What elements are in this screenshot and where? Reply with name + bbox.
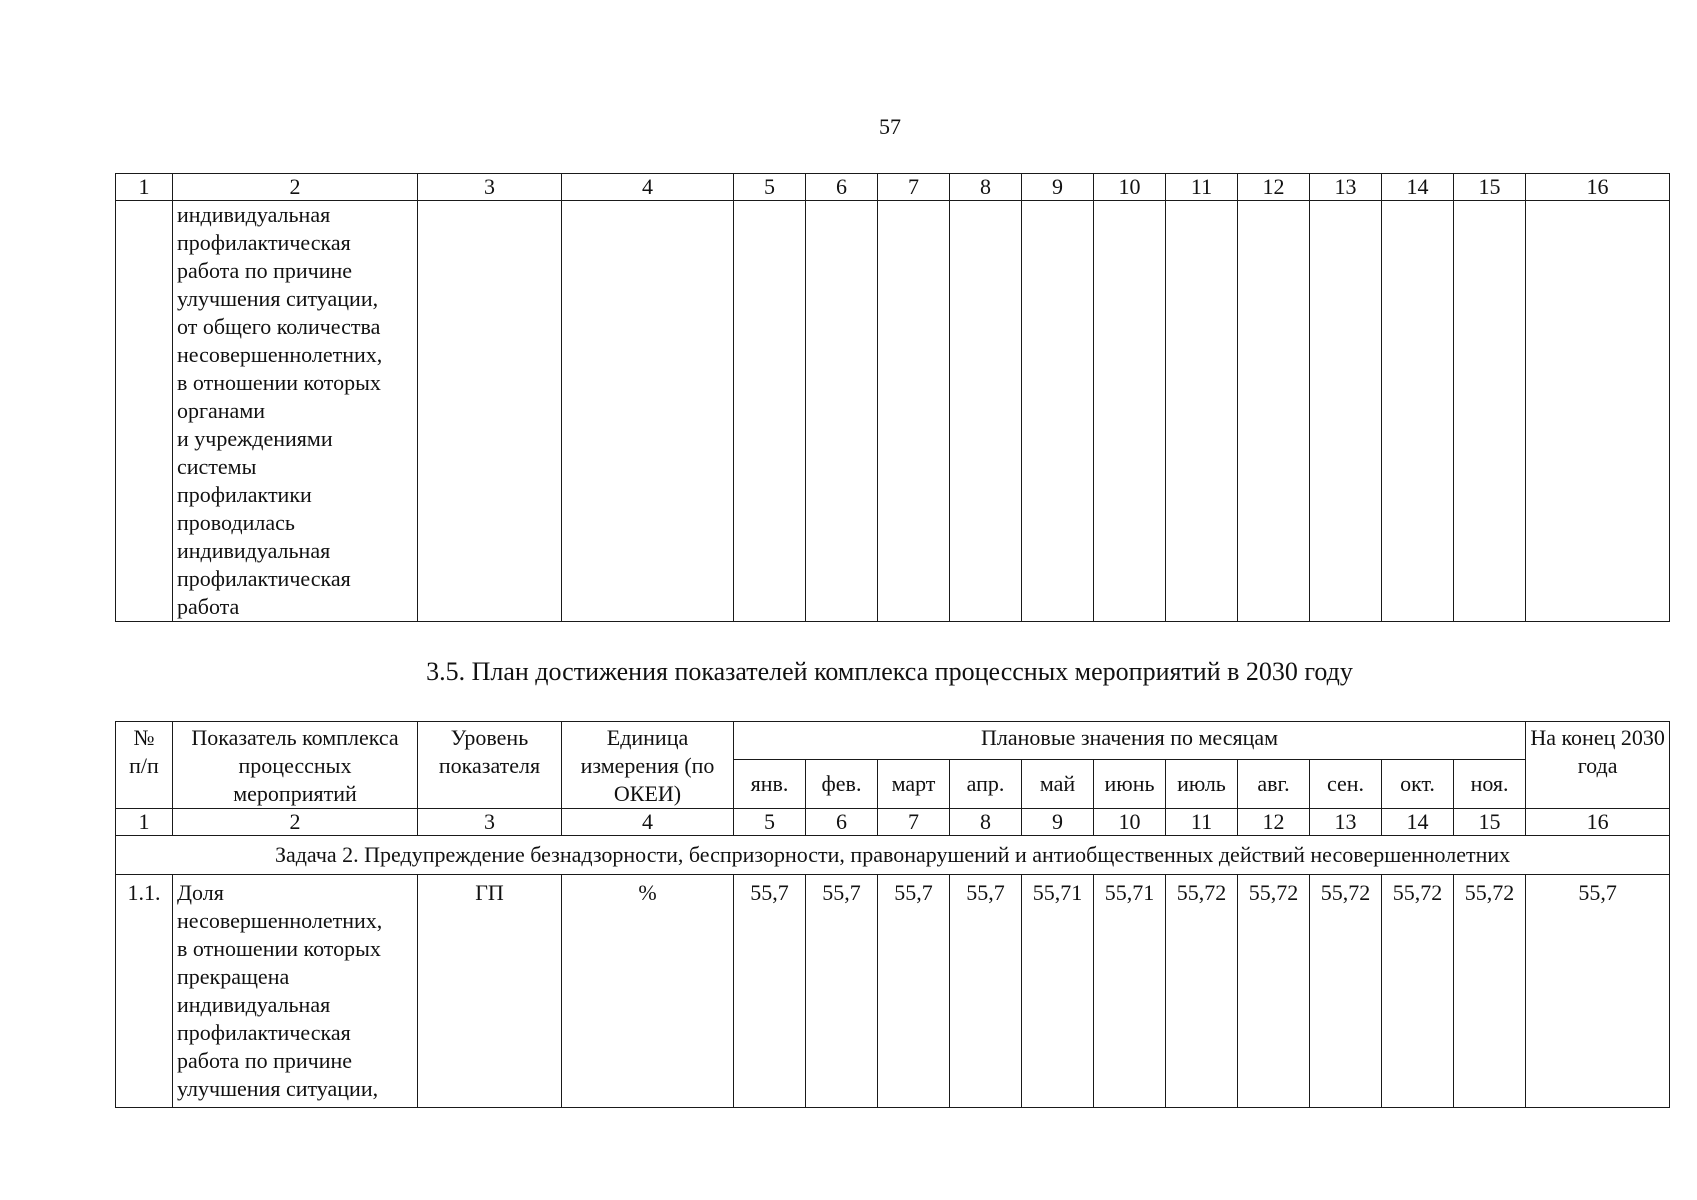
column-number: 1 (116, 174, 173, 201)
column-number: 6 (806, 174, 878, 201)
column-number: 9 (1022, 174, 1094, 201)
column-number: 4 (562, 809, 734, 836)
header-indicator: Показатель комплекса процессных мероприятий (173, 722, 418, 809)
month-value: 55,71 (1094, 875, 1166, 1108)
indicator-unit: % (562, 875, 734, 1108)
column-number: 3 (418, 809, 562, 836)
month-value: 55,71 (1022, 875, 1094, 1108)
column-number-row (116, 809, 1670, 836)
row-number: 1.1. (116, 875, 173, 1108)
month-value: 55,7 (734, 875, 806, 1108)
column-number: 14 (1382, 174, 1454, 201)
header-num: № п/п (116, 722, 173, 809)
task-title: Задача 2. Предупреждение безнадзорности, беспризорности, правонарушений и антиобщественных действий несовершеннолетних (116, 836, 1670, 875)
column-number: 5 (734, 809, 806, 836)
empty-cell (1022, 201, 1094, 622)
empty-cell (734, 201, 806, 622)
month-header: окт. (1382, 760, 1454, 809)
empty-cell (806, 201, 878, 622)
column-number: 7 (878, 174, 950, 201)
column-number: 10 (1094, 174, 1166, 201)
column-number: 5 (734, 174, 806, 201)
task-row (116, 836, 1670, 875)
continued-row (116, 201, 1670, 622)
month-value: 55,72 (1454, 875, 1526, 1108)
column-number: 12 (1238, 174, 1310, 201)
column-number: 8 (950, 809, 1022, 836)
page-number: 57 (879, 114, 901, 139)
column-number: 13 (1310, 174, 1382, 201)
column-number: 14 (1382, 809, 1454, 836)
column-number: 2 (173, 174, 418, 201)
month-value: 55,7 (806, 875, 878, 1108)
column-number: 10 (1094, 809, 1166, 836)
column-number-row (116, 174, 1670, 201)
indicator-text: Доля несовершеннолетних, в отношении которых прекращена индивидуальная профилактическая работа по причине улучшения ситуации, (173, 875, 418, 1108)
month-value: 55,72 (1310, 875, 1382, 1108)
column-number: 15 (1454, 174, 1526, 201)
column-number: 9 (1022, 809, 1094, 836)
column-number: 16 (1526, 809, 1670, 836)
month-header: фев. (806, 760, 878, 809)
month-value: 55,7 (878, 875, 950, 1108)
column-number: 6 (806, 809, 878, 836)
empty-cell (1238, 201, 1310, 622)
header-end-of-year: На конец 2030 года (1526, 722, 1670, 809)
column-number: 16 (1526, 174, 1670, 201)
month-value: 55,72 (1382, 875, 1454, 1108)
month-header: март (878, 760, 950, 809)
column-number: 13 (1310, 809, 1382, 836)
column-number: 15 (1454, 809, 1526, 836)
month-header: сен. (1310, 760, 1382, 809)
empty-cell (1526, 201, 1670, 622)
empty-cell (1310, 201, 1382, 622)
column-number: 8 (950, 174, 1022, 201)
column-number: 3 (418, 174, 562, 201)
plan-table (115, 721, 1670, 1108)
empty-cell (562, 201, 734, 622)
month-header: ноя. (1454, 760, 1526, 809)
month-value: 55,7 (950, 875, 1022, 1108)
header-level: Уровень показателя (418, 722, 562, 809)
month-header: авг. (1238, 760, 1310, 809)
empty-cell (418, 201, 562, 622)
column-number: 11 (1166, 809, 1238, 836)
empty-cell (1454, 201, 1526, 622)
empty-cell (116, 201, 173, 622)
month-header: янв. (734, 760, 806, 809)
empty-cell (878, 201, 950, 622)
column-number: 4 (562, 174, 734, 201)
empty-cell (1382, 201, 1454, 622)
column-number: 11 (1166, 174, 1238, 201)
month-header: июнь (1094, 760, 1166, 809)
month-header: июль (1166, 760, 1238, 809)
month-value: 55,72 (1166, 875, 1238, 1108)
column-number: 2 (173, 809, 418, 836)
column-number: 7 (878, 809, 950, 836)
month-header: май (1022, 760, 1094, 809)
section-title: 3.5. План достижения показателей комплекса процессных мероприятий в 2030 году (426, 657, 1353, 686)
column-number: 12 (1238, 809, 1310, 836)
header-unit: Единица измерения (по ОКЕИ) (562, 722, 734, 809)
header-planned-values: Плановые значения по месяцам (734, 722, 1526, 760)
empty-cell (1166, 201, 1238, 622)
column-number: 1 (116, 809, 173, 836)
month-value: 55,72 (1238, 875, 1310, 1108)
continued-table (115, 173, 1670, 622)
end-year-value: 55,7 (1526, 875, 1670, 1108)
month-header: апр. (950, 760, 1022, 809)
header-row (116, 722, 1670, 760)
empty-cell (950, 201, 1022, 622)
indicator-level: ГП (418, 875, 562, 1108)
table-row (116, 875, 1670, 1108)
empty-cell (1094, 201, 1166, 622)
continued-indicator-text: индивидуальная профилактическая работа по причине улучшения ситуации, от общего количества несовершеннолетних, в отношении которых органами и учреждениями системы профилактики проводилась индивидуальная профилактическая работа (173, 201, 418, 622)
